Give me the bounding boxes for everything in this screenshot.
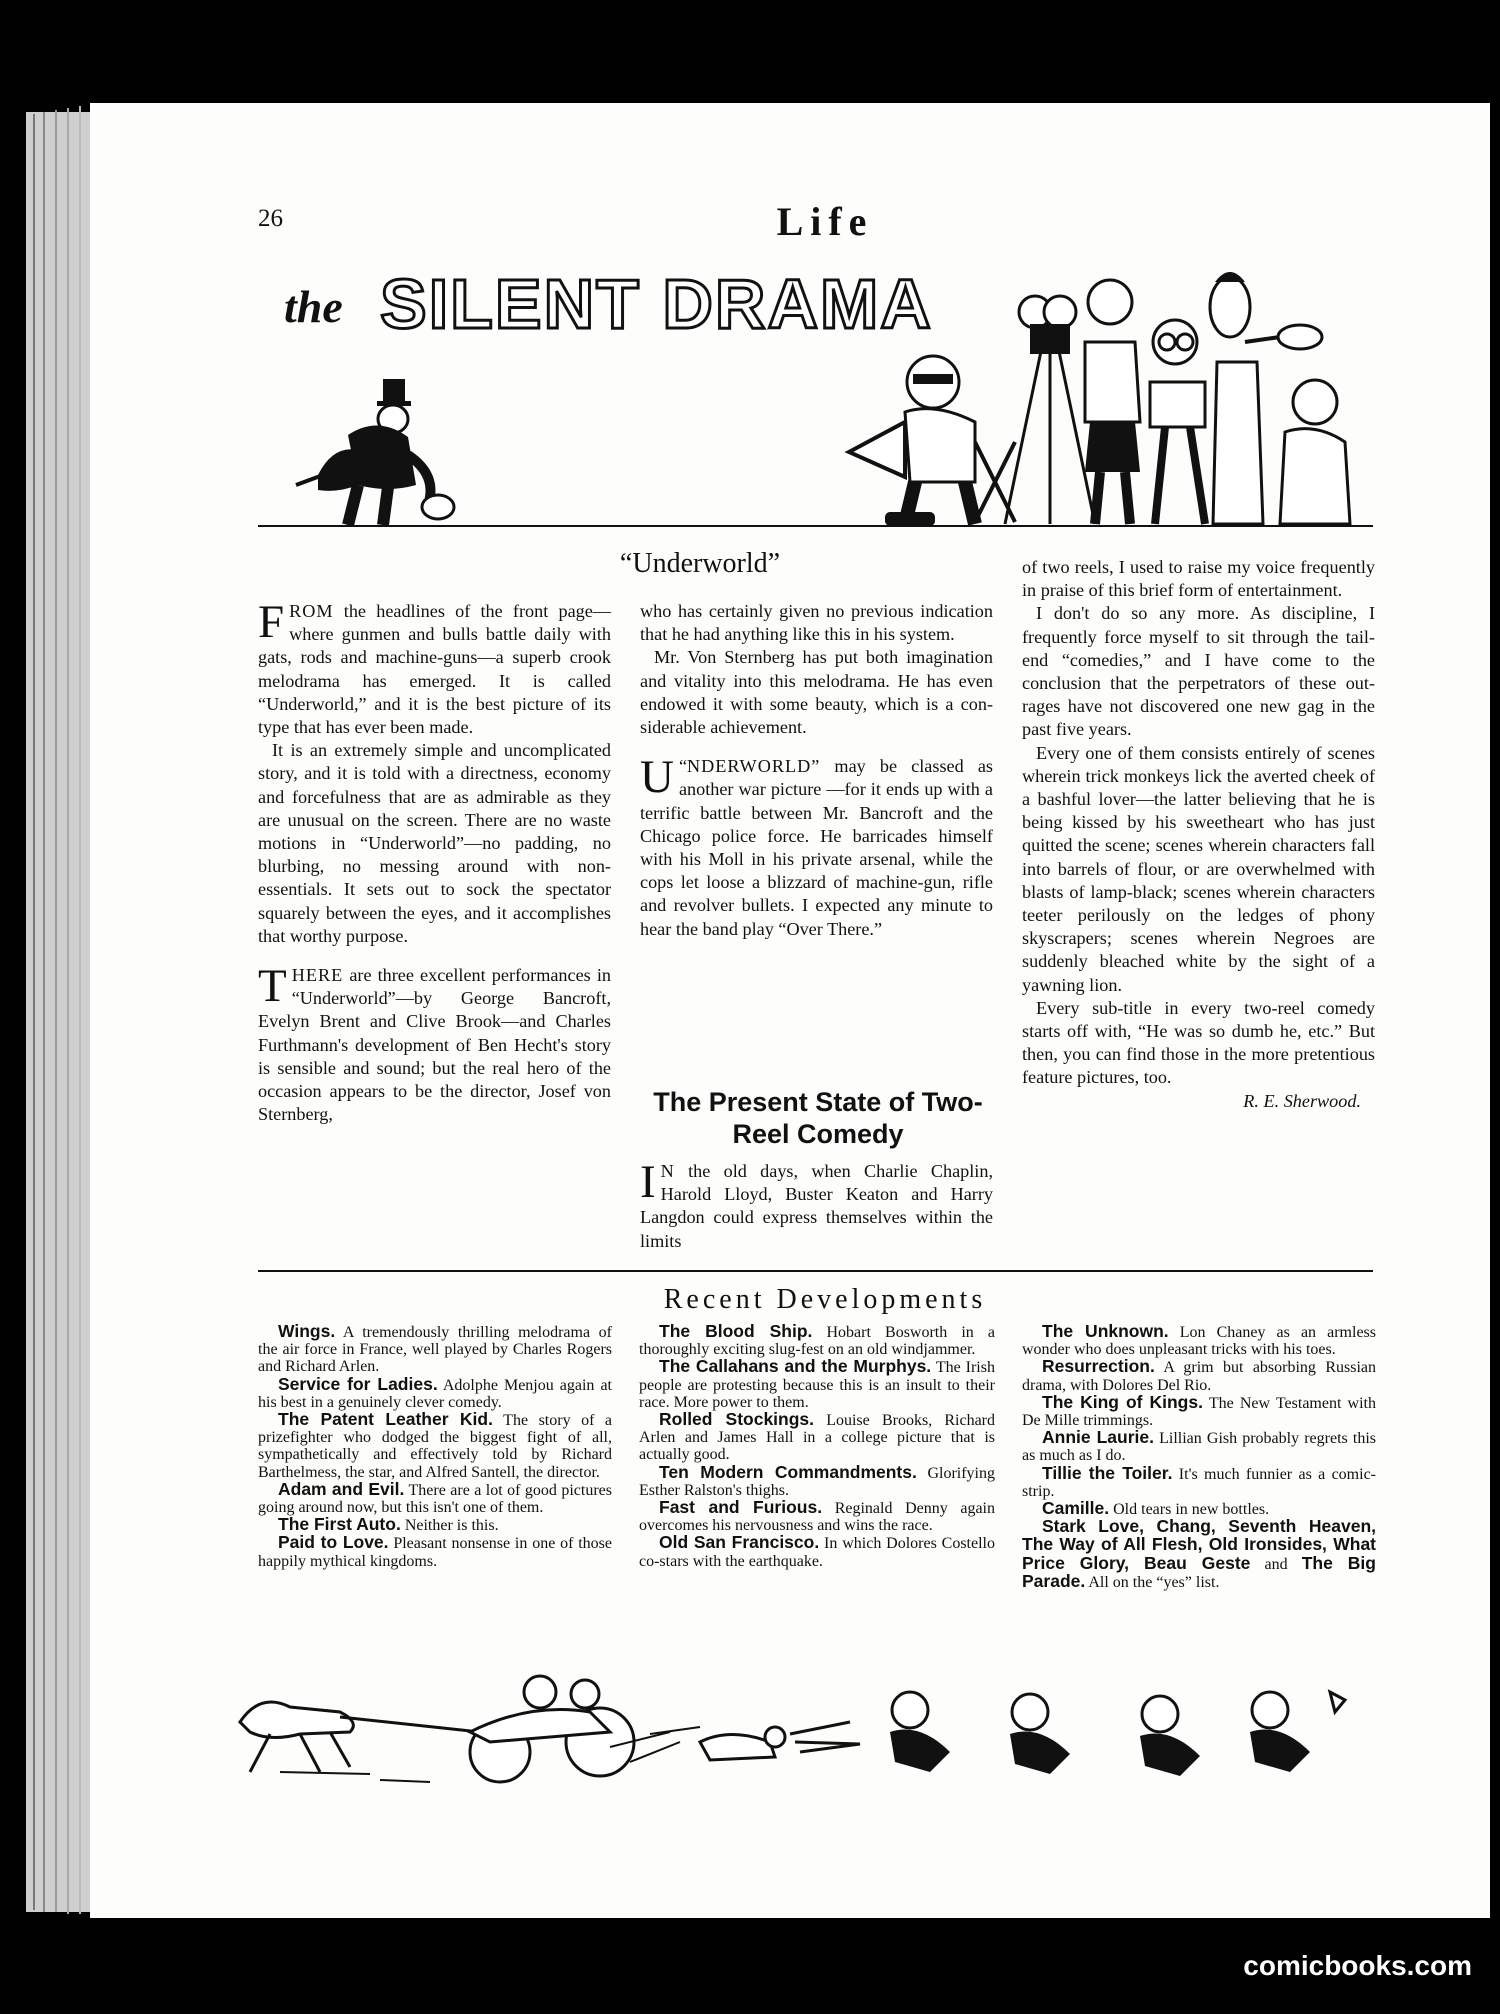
bowing-man-illustration (288, 375, 468, 527)
running-dog-illustration (610, 1722, 860, 1762)
article-paragraph: It is an extremely simple and uncomplicated story, and it is told with a directness, economy and forcefulness that are as admirable as they are unusual on the screen. There are no waste motions in “Underworld”—no padding, no blurbing, no messing around with non-essentials. It sets out to sock the spectator squarely between the eyes, and it accomplishes that worthy purpose. (258, 740, 611, 946)
article-column-2-continued (640, 1156, 993, 1253)
article-paragraph: I N the old days, when Charlie Chaplin, Harold Lloyd, Buster Keaton and Harry Langdon could express themselves within the limits (640, 1156, 993, 1251)
article-column-1 (258, 596, 611, 1126)
article-title: “Underworld” (619, 548, 781, 579)
subheading: The Present State of Two-Reel Comedy (653, 1087, 983, 1149)
review-entry: Ten Modern Commandments. Glorifying Esther Ralston's thighs. (639, 1461, 995, 1499)
drop-cap: F (258, 596, 285, 648)
article-paragraph: Every one of them consists entirely of scenes wherein trick monkeys lick the averted cheek of a bashful lover—the latter believing that he is being kissed by his sweetheart who has just quitted the scene; scenes wherein characters fall into barrels of flour, or are overwhelmed with blasts of lamp-black; scenes wherein characters teeter perilously on the ledges of phony skyscrapers; scenes wherein Negroes are suddenly bleached white by the sight of a yawning lion. (1022, 742, 1375, 995)
article-paragraph: Mr. Von Sternberg has put both imagination and vitality into this melodrama. He has even endowed it with some beauty, which is a considerable achievement. (640, 647, 993, 738)
review-entry: The King of Kings. The New Testament with De Mille trimmings. (1022, 1391, 1376, 1430)
review-entry: Paid to Love. Pleasant nonsense in one of those happily mythical kingdoms. (258, 1532, 613, 1570)
review-entry: The Callahans and the Murphys. The Irish people are protesting because this is an insult to their race. More power to them. (639, 1356, 995, 1411)
recent-developments-heading: Recent Developments (663, 1284, 987, 1315)
article-paragraph: FROM the headlines of the front page—where gunmen and bulls battle daily with gats, rods and machine-guns—a superb crook melodrama has emerged. It is called “Underworld,” and it is the best picture of its type that has ever been made. (258, 596, 611, 738)
svg-text:the: the (284, 281, 343, 332)
article-paragraph: who has certainly given no previous indication that he had anything like this in his system. (640, 601, 993, 645)
article-column-3 (1022, 556, 1375, 1113)
article-paragraph: Every sub-title in every two-reel comedy starts off with, “He was so dumb he, etc.” But then, you can find those in the more pretentious feature pictures, too. (1022, 997, 1375, 1088)
author-signature: R. E. Sherwood. (1243, 1090, 1361, 1111)
article-paragraph: THERE are three excellent performances in “Underworld”—by George Bancroft, Evelyn Brent and Clive Brook—and Charles Furthmann's development of Ben Hecht's story is sensible and sound; but the real hero of the occasion appears to be the director, Josef von Sternberg, (258, 960, 611, 1125)
film-crew-illustration (845, 262, 1365, 532)
review-entry: Fast and Furious. Reginald Denny again overcomes his nervousness and wins the race. (639, 1497, 995, 1535)
drop-cap: T (258, 960, 287, 1013)
review-entry: Wings. A tremendously thrilling melodrama of the air force in France, well played by Charles Rogers and Richard Arlen. (258, 1321, 612, 1376)
review-entry: The First Auto. Neither is this. (278, 1514, 499, 1535)
review-entry: Tillie the Toiler. It's much funnier as a comic-strip. (1022, 1462, 1377, 1500)
magazine-title: Life (776, 199, 874, 244)
recent-column-3 (1022, 1323, 1376, 1591)
review-entry: Stark Love, Chang, Seventh Heaven, The Way of All Flesh, Old Ironsides, What Price Glory, Beau Geste and The Big Parade. All on the “yes” list. (1022, 1516, 1376, 1591)
review-entry: Old San Francisco. In which Dolores Costello co-stars with the earthquake. (639, 1532, 995, 1570)
drop-cap: U (640, 751, 674, 804)
horse-carriage-illustration (240, 1676, 634, 1782)
article-paragraph: of two reels, I used to raise my voice frequently in praise of this brief form of entertainment. (1022, 557, 1375, 601)
recent-column-1 (258, 1323, 612, 1570)
drop-cap: I (640, 1156, 656, 1208)
review-entry: The Blood Ship. Hobart Bosworth in a thoroughly exciting slug-fest on an old windjammer. (639, 1321, 995, 1359)
header-rule (258, 525, 1373, 527)
review-entry: Camille. Old tears in new bottles. (1042, 1498, 1270, 1519)
review-entry: Adam and Evil. There are a lot of good pictures going around now, but this isn't one of them. (258, 1478, 613, 1517)
running-policemen-illustration (890, 1692, 1345, 1776)
review-entry: Annie Laurie. Lillian Gish probably regrets this as much as I do. (1022, 1427, 1377, 1465)
article-column-2 (640, 600, 993, 941)
silent-drama-banner (280, 252, 933, 343)
review-entry: Rolled Stockings. Louise Brooks, Richard Arlen and James Hall in a college picture that is actually good. (639, 1409, 995, 1464)
page-number: 26 (258, 205, 283, 232)
review-entry: The Patent Leather Kid. The story of a prizefighter who dodged the biggest fight of all, sympathetically and effectively told by Richard Barthelmess, the star, and Alfred Santell, the director. (258, 1409, 613, 1481)
review-entry: The Unknown. Lon Chaney as an armless wonder who does unpleasant tricks with his toes. (1022, 1321, 1376, 1359)
watermark: comicbooks.com (1243, 1950, 1472, 1981)
review-entry: Resurrection. A grim but absorbing Russian drama, with Dolores Del Rio. (1022, 1356, 1376, 1394)
article-paragraph: I don't do so any more. As discipline, I frequently force myself to sit through the tail-end “comedies,” and I have come to the conclusion that the perpetrators of these outrages have not discovered one new gag in the past five years. (1022, 603, 1375, 740)
article-paragraph: “ U NDERWORLD” may be classed as another war picture —for it ends up with a terrific battle between Mr. Bancroft and the Chicago police force. He barricades himself with his Moll in his private arsenal, while the cops let loose a blizzard of machine-gun, rifle and revolver bullets. I expected any minute to hear the band play “Over There.” (640, 751, 993, 939)
section-rule (258, 1270, 1373, 1272)
svg-text:SILENT DRAMA: SILENT DRAMA (380, 265, 933, 343)
recent-column-2 (639, 1323, 995, 1570)
footer-chase-illustration (230, 1672, 1390, 1790)
review-entry: Service for Ladies. Adolphe Menjou again at his best in a genuinely clever comedy. (258, 1373, 612, 1411)
